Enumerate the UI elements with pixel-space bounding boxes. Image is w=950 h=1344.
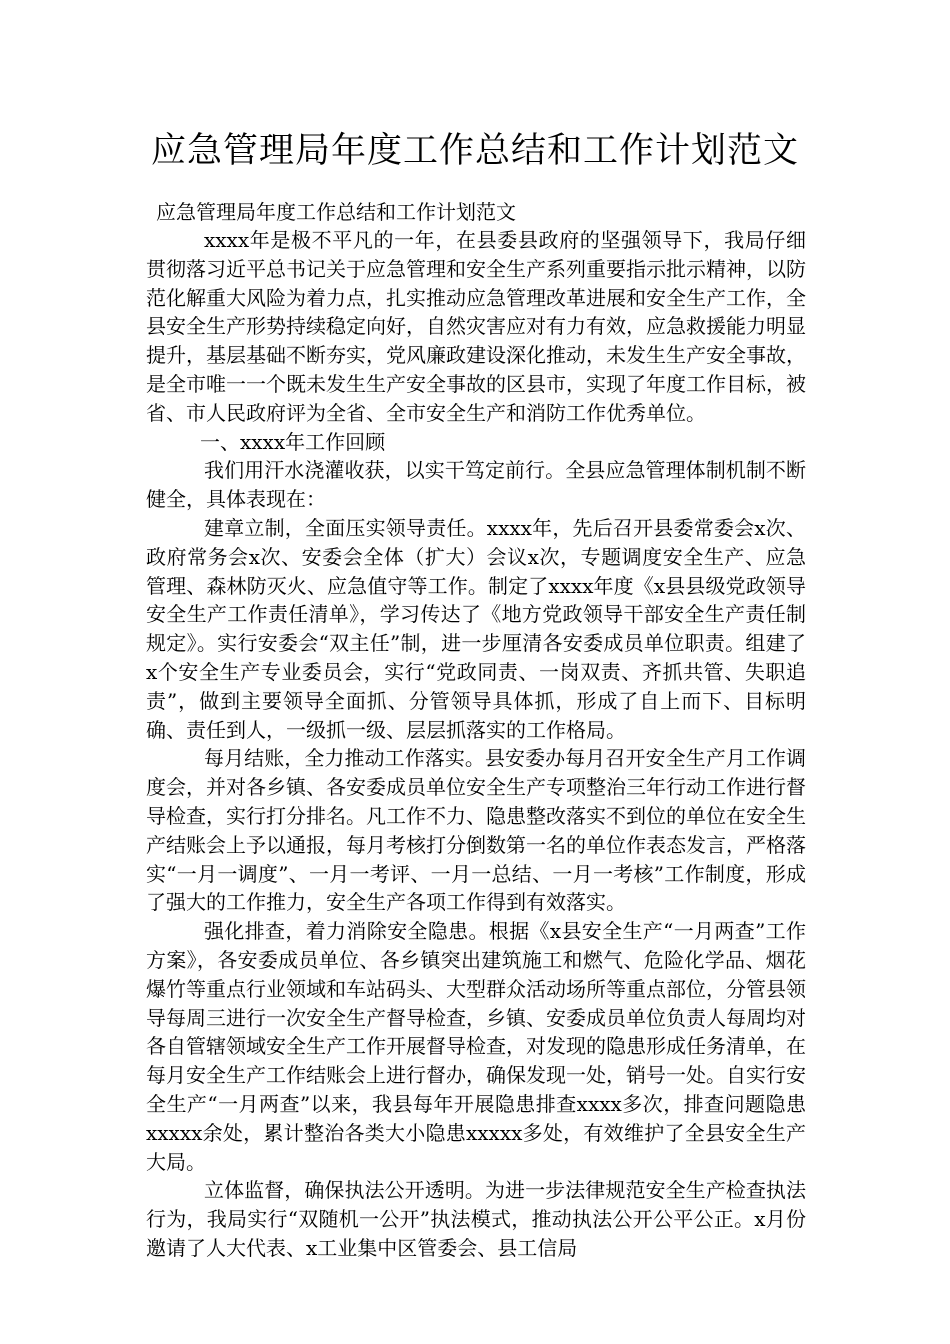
document-subtitle: 应急管理局年度工作总结和工作计划范文 <box>156 200 516 224</box>
document-body <box>146 226 806 1263</box>
paragraph-intro: xxxx年是极不平凡的一年，在县委县政府的坚强领导下，我局仔细贯彻落习近平总书记关于应急管理和安全生产系列重要指示批示精神，以防范化解重大风险为着力点，扎实推动应急管理改革进展和安全生产工作，全县安全生产形势持续稳定向好，自然灾害应对有力有效，应急救援能力明显提升，基层基础不断夯实，党风廉政建设深化推动，未发生生产安全事故，是全市唯一一个既未发生生产安全事故的区县市，实现了年度工作目标，被省、市人民政府评为全省、全市安全生产和消防工作优秀单位。 <box>146 228 806 425</box>
paragraph-hazard-inspection: 强化排查，着力消除安全隐患。根据《x县安全生产“一月两查”工作方案》，各安委成员单位、各乡镇突出建筑施工和燃气、危险化学品、烟花爆竹等重点行业领域和车站码头、大型群众活动场所等重点部位，分管县领导每周三进行一次安全生产督导检查，乡镇、安委成员单位负责人每周均对各自管辖领域安全生产工作开展督导检查，对发现的隐患形成任务清单，在每月安全生产工作结账会上进行督办，确保发现一处，销号一处。自实行安全生产“一月两查”以来，我县每年开展隐患排查xxxx多次，排查问题隐患xxxxx余处，累计整治各类大小隐患xxxxx多处，有效维护了全县安全生产大局。 <box>146 919 806 1174</box>
section-heading: 一、xxxx年工作回顾 <box>200 429 386 454</box>
paragraph-monthly-review: 每月结账，全力推动工作落实。县安委办每月召开安全生产月工作调度会，并对各乡镇、各安委成员单位安全生产专项整治三年行动工作进行督导检查，实行打分排名。凡工作不力、隐患整改落实不到位的单位在安全生产结账会上予以通报，每月考核打分倒数第一名的单位作表态发言，严格落实“一月一调度”、一月一考评、一月一总结、一月一考核”工作制度，形成了强大的工作推力，安全生产各项工作得到有效落实。 <box>146 746 806 915</box>
paragraph-responsibility: 建章立制，全面压实领导责任。xxxx年，先后召开县委常委会x次、政府常务会x次、安委会全体（扩大）会议x次，专题调度安全生产、应急管理、森林防灭火、应急值守等工作。制定了xxxx年度《x县县级党政领导安全生产工作责任清单》，学习传达了《地方党政领导干部安全生产责任制规定》。实行安委会“双主任”制，进一步厘清各安委成员单位职责。组建了x个安全生产专业委员会，实行“党政同责、一岗双责、齐抓共管、失职追责”，做到主要领导全面抓、分管领导具体抓，形成了自上而下、目标明确、责任到人，一级抓一级、层层抓落实的工作格局。 <box>146 515 806 742</box>
paragraph-supervision: 立体监督，确保执法公开透明。为进一步法律规范安全生产检查执法行为，我局实行“双随机一公开”执法模式，推动执法公开公平公正。x月份邀请了人大代表、x工业集中区管委会、县工信局 <box>146 1178 806 1260</box>
document-title: 应急管理局年度工作总结和工作计划范文 <box>150 131 799 171</box>
paragraph-overview: 我们用汗水浇灌收获，以实干笃定前行。全县应急管理体制机制不断健全，具体表现在： <box>146 458 806 512</box>
